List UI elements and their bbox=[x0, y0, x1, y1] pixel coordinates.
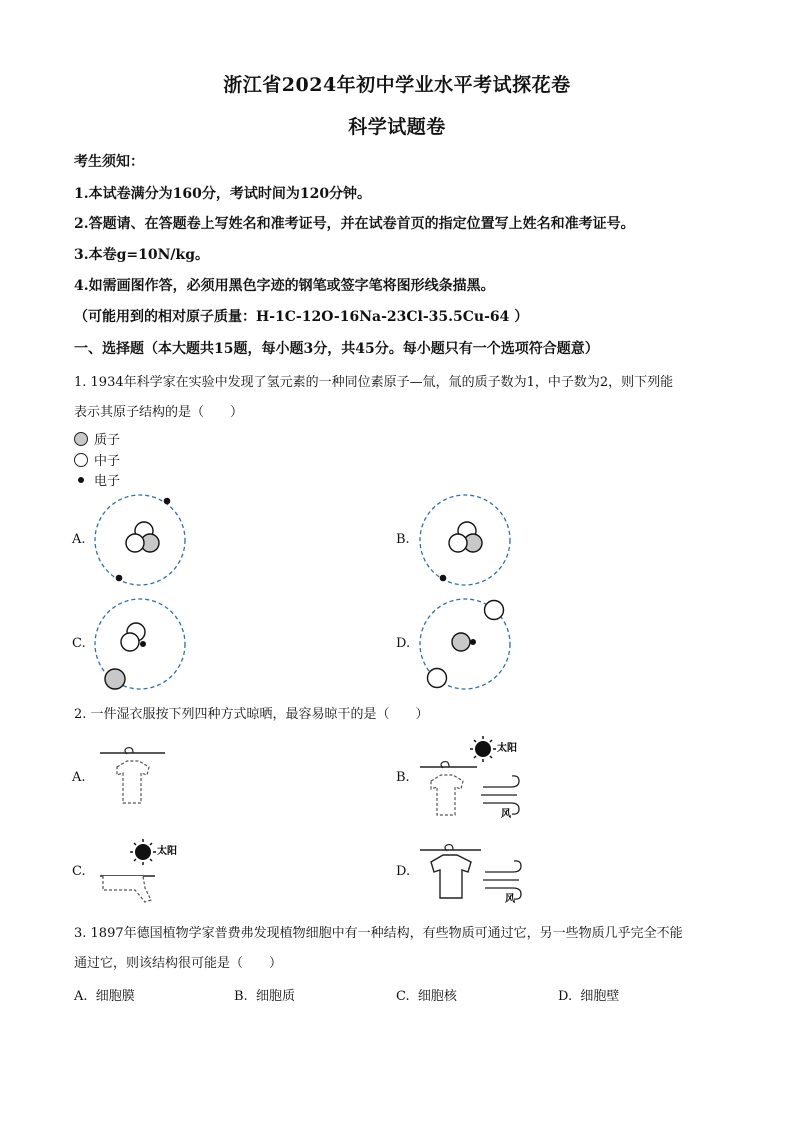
q3-option-d-text: 细胞壁 bbox=[580, 989, 620, 1004]
drying-diagram-c bbox=[95, 830, 205, 910]
q3-option-a-letter: A. bbox=[74, 989, 88, 1004]
q3-option-b[interactable] bbox=[234, 985, 295, 1004]
sun-label: 太阳 bbox=[497, 743, 517, 754]
q2-text: 2. 一件湿衣服按下列四种方式晾晒，最容易晾干的是（ ） bbox=[74, 707, 429, 722]
legend-neutron bbox=[74, 450, 120, 469]
q3-option-b-text: 细胞质 bbox=[255, 989, 295, 1004]
q3-line2: 通过它，则该结构很可能是（ ） bbox=[74, 956, 283, 971]
q1-line1: 1. 1934年科学家在实验中发现了氢元素的一种同位素原子—氚，氚的质子数为1，中子数为2，则下列能 bbox=[74, 375, 674, 390]
q1-line2: 表示其原子结构的是（ ） bbox=[74, 405, 244, 420]
q3-option-c-text: 细胞核 bbox=[417, 989, 457, 1004]
notice-item-1: 1.本试卷满分为160分，考试时间为120分钟。 bbox=[74, 186, 372, 202]
wind-icon bbox=[481, 776, 519, 814]
legend-neutron-label: 中子 bbox=[94, 454, 121, 469]
wind-icon bbox=[483, 861, 521, 899]
exam-title: 浙江省2024年初中学业水平考试探花卷 bbox=[223, 74, 571, 96]
sun-label: 太阳 bbox=[157, 846, 177, 857]
neutron-icon bbox=[74, 453, 88, 467]
drying-diagram-b bbox=[415, 735, 535, 820]
q1-option-c[interactable]: C. bbox=[72, 636, 86, 651]
q3-option-d[interactable] bbox=[558, 985, 619, 1004]
legend-electron-label: 电子 bbox=[94, 474, 121, 489]
proton-icon bbox=[74, 432, 88, 446]
q3-option-c-letter: C. bbox=[396, 989, 410, 1004]
atom-diagram-b bbox=[415, 492, 515, 592]
q1-option-a[interactable]: A. bbox=[72, 532, 86, 547]
wind-label: 风 bbox=[505, 894, 515, 905]
q3-option-c[interactable] bbox=[396, 985, 457, 1004]
q3-line1: 3. 1897年德国植物学家普费弗发现植物细胞中有一种结构，有些物质可通过它，另一些物质几乎完全不能 bbox=[74, 926, 683, 941]
atom-diagram-a bbox=[90, 492, 190, 592]
q3-option-d-letter: D. bbox=[558, 989, 573, 1004]
notice-item-4: 4.如需画图作答，必须用黑色字迹的钢笔或签字笔将图形线条描黑。 bbox=[74, 278, 495, 294]
notice-item-2: 2.答题请、在答题卷上写姓名和准考证号，并在试卷首页的指定位置写上姓名和准考证号。 bbox=[74, 216, 635, 232]
drying-diagram-d bbox=[415, 840, 535, 905]
q3-option-a-text: 细胞膜 bbox=[95, 989, 135, 1004]
notice-item-3: 3.本卷g=10N/kg。 bbox=[74, 247, 210, 263]
atom-diagram-d bbox=[415, 596, 515, 696]
atomic-mass-note: （可能用到的相对原子质量：H-1C-12O-16Na-23Cl-35.5Cu-64 ） bbox=[74, 309, 529, 325]
drying-diagram-a bbox=[95, 745, 175, 810]
atom-diagram-c bbox=[90, 596, 190, 696]
sun-icon bbox=[470, 736, 496, 762]
q3-option-a[interactable] bbox=[74, 985, 135, 1004]
q2-option-d[interactable]: D. bbox=[396, 864, 411, 879]
q2-option-c[interactable]: C. bbox=[72, 864, 86, 879]
q2-option-a[interactable]: A. bbox=[72, 770, 86, 785]
sun-icon bbox=[130, 839, 156, 865]
q1-option-d[interactable]: D. bbox=[396, 636, 411, 651]
q1-option-b[interactable]: B. bbox=[396, 532, 410, 547]
exam-subtitle: 科学试题卷 bbox=[348, 116, 446, 138]
notice-heading: 考生须知： bbox=[74, 154, 144, 170]
section-heading: 一、选择题（本大题共15题，每小题3分，共45分。每小题只有一个选项符合题意） bbox=[74, 341, 599, 357]
q3-option-b-letter: B. bbox=[234, 989, 248, 1004]
legend-proton-label: 质子 bbox=[94, 433, 121, 448]
legend-electron bbox=[74, 470, 120, 489]
legend-proton bbox=[74, 429, 120, 448]
q2-option-b[interactable]: B. bbox=[396, 770, 410, 785]
electron-icon bbox=[78, 477, 84, 483]
wind-label: 风 bbox=[501, 809, 511, 820]
